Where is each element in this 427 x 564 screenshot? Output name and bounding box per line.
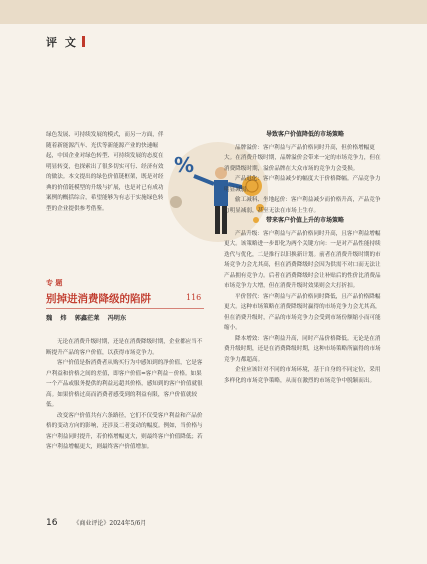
section-label: 评 文 (46, 36, 78, 49)
top-band (0, 0, 427, 24)
left-top-paragraph: 绿色发展、可持续发展的模式，而另一方面，伴随着新能源汽车、光伏等新能源产业的快速崛起，中国企业对绿色转型、可持续发展的态度在明显转变，也探索出了很多切实可行、经济有效的做法。本文提出的绿色价值链框架，既是对经典的价值链模型的升级与扩展，也是对已有成功案例的概括综合，希望能够为有志于实施绿色转型的企业提供参考借鉴。 (46, 132, 164, 212)
subhead-value-increase: 带来客户价值上升的市场策略 (265, 217, 344, 224)
coin-icon (170, 196, 182, 208)
paragraph: 平价替代：客户利益与产品价格同时降低，且产品价格降幅更大。这种市场策略在消费降级时赢得的市场竞争力会尤其高，但在消费升级时，产品的市场竞争力会受到市场份额缩小而可能缩小。 (224, 293, 381, 331)
person-leg-left (215, 206, 220, 234)
journal-name: 《商业评论》2024年5/6月 (73, 520, 147, 527)
page-number: 16 (46, 518, 58, 528)
paragraph: 产品升级：客户利益与产品价格同时升高，且客户利益增幅更大。该策略进一步即化为两个关键方向：一是对产品性能持续迭代与优化，二是推行以旧换新计划。前者在消费升级时期的市场竞争力会尤其高，但在消费降级时会因为供需不对口而无法让产品拥有竞争力。后者在消费降级时会让补贴后的性价比消费品市场竞争力大增，但在消费升级时效果则会大打折扣。 (224, 230, 381, 289)
page-footer (46, 518, 146, 528)
authors (46, 313, 126, 322)
left-top-column (46, 130, 164, 214)
paragraph: 品牌溢价：客户利益与产品价格同时升高，但价格增幅更大。在消费升级时期，品牌溢价会带来一定的市场竞争力，但在消费降级时期，溢价品牌在大众市场的竞争力会受损。 (224, 144, 381, 172)
right-column (224, 130, 386, 386)
paragraph: 无论在消费升级时期，还是在消费降级时期，企业都应当不断提升产品的客户价值，以获得市场竞争力。 (46, 339, 203, 356)
left-bottom-column (46, 337, 206, 453)
feature-label: 专 题 (46, 278, 63, 287)
section-tag (46, 34, 85, 50)
author: 魏 炜 (46, 315, 67, 322)
section-accent-bar (82, 36, 85, 47)
paragraph: 客户价值是指消费者从购买行为中感知到的净价值，它是客户利益和价格之间的差值，即客户价值=客户利益－价格。如果一个产品或服务提供的利益远超其价格，感知到的客户价值就很高。如果价格过高而消费者感受到的利益有限，客户价值就较低。 (46, 360, 203, 408)
feature-divider (46, 308, 204, 309)
percent-icon: % (174, 153, 195, 177)
paragraph: 改变客户价值共有六条路径，它们不仅受客户利益和产品价格的变动方向的影响，还涉及二者变动的幅度。例如，当价格与客户利益同时提升，若价格增幅更大，则最终客户价值降低；若客户利益增幅更大，则最终客户价值增加。 (46, 412, 203, 450)
subhead-value-decrease: 导致客户价值降低的市场策略 (265, 131, 344, 138)
paragraph: 偷工减料、坐地起价：客户利益减少而价格升高，产品竞争力明显减弱，甚至无法在市场上生存。 (224, 197, 381, 214)
paragraph: 企业应该针对不同的市场环境，基于自身的不同定位，采用多样化的市场竞争策略，从而在激烈的市场竞争中脱颖而出。 (224, 367, 381, 384)
author: 冯明东 (107, 315, 127, 322)
paragraph: 降本增效：客户利益升高，同时产品价格降低。无论是在消费升级时期，还是在消费降级时期，这种市场策略所赢得的市场竞争力都超高。 (224, 335, 381, 363)
feature-title-link[interactable]: 别掉进消费降级的陷阱 (46, 293, 151, 305)
feature-page-number: 116 (186, 293, 202, 302)
paragraph: 产品退化：客户利益减少的幅度大于价格降幅。产品竞争力明显减弱。 (224, 176, 381, 193)
author: 郭鑫茫莱 (74, 315, 100, 322)
